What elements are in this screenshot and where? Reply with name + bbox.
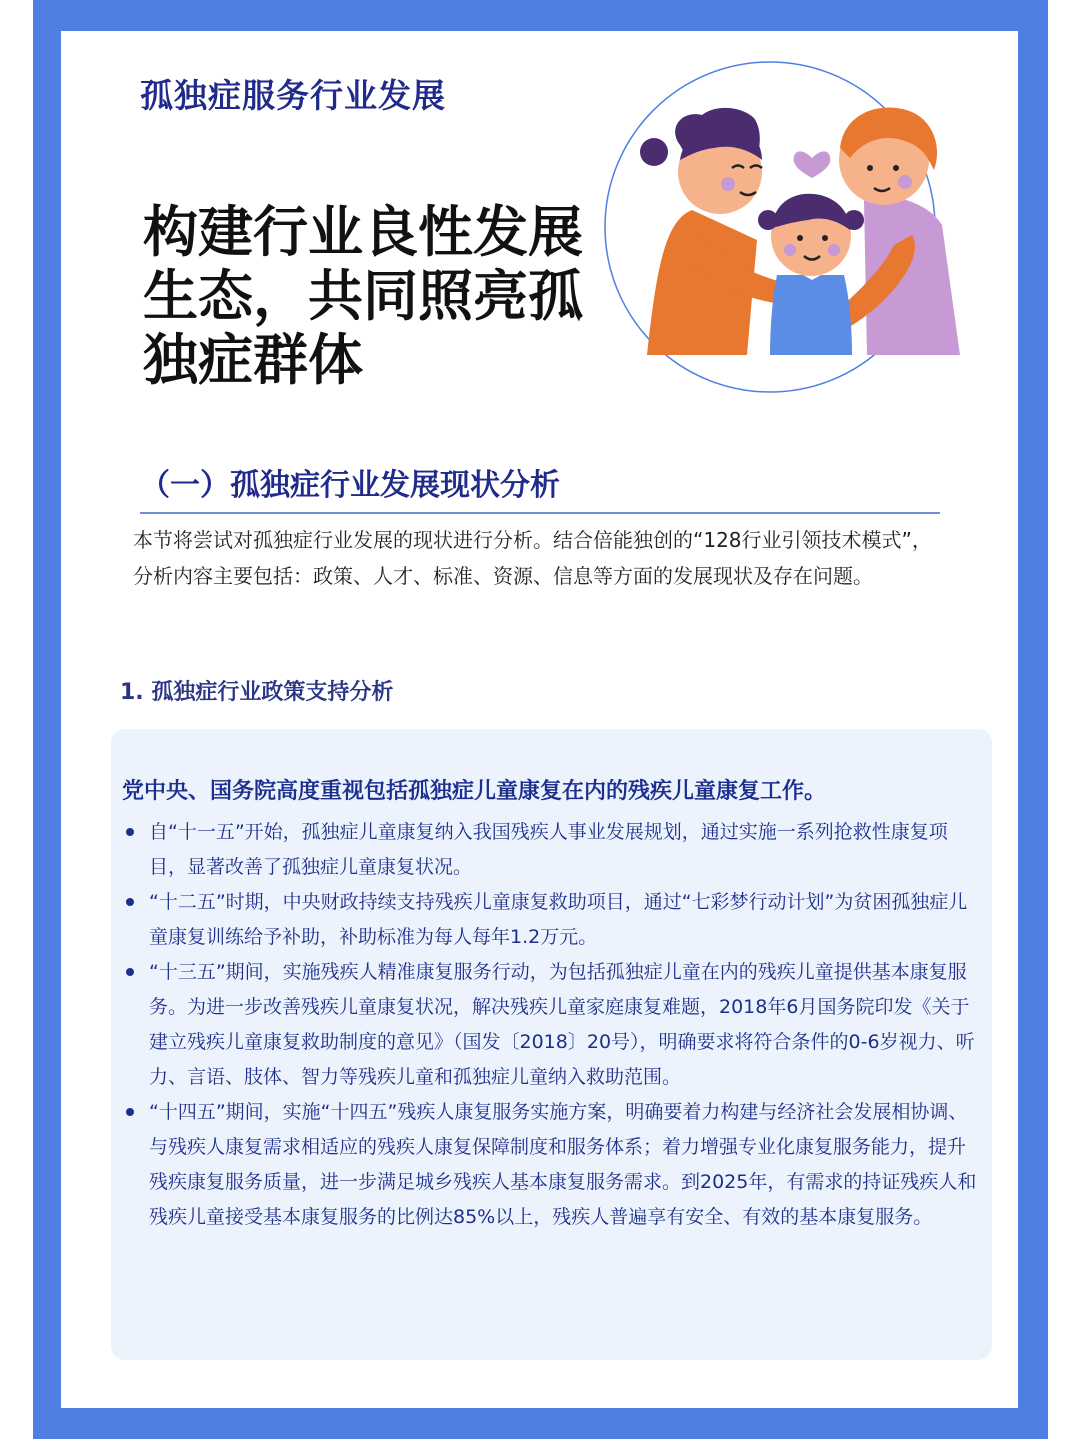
family-hug-illustration: [582, 60, 972, 395]
series-title: 孤独症服务行业发展: [140, 76, 446, 115]
policy-card-heading: 党中央、国务院高度重视包括孤独症儿童康复在内的残疾儿童康复工作。: [122, 779, 827, 804]
list-item: [122, 885, 984, 955]
policy-list: [122, 815, 984, 1235]
bullet-icon: [126, 828, 134, 836]
bullet-icon: [126, 898, 134, 906]
list-item-text: 自“十一五”开始，孤独症儿童康复纳入我国残疾人事业发展规划，通过实施一系列抢救性康复项目，显著改善了孤独症儿童康复状况。: [149, 821, 948, 878]
list-item: [122, 955, 984, 1095]
main-title: 构建行业良性发展生态，共同照亮孤独症群体: [143, 200, 584, 392]
subsection-heading: 1. 孤独症行业政策支持分析: [120, 680, 394, 705]
list-item-text: “十三五”期间，实施残疾人精准康复服务行动，为包括孤独症儿童在内的残疾儿童提供基本康复服务。为进一步改善残疾儿童康复状况，解决残疾儿童家庭康复难题，2018年6月国务院印发《关于建立残疾儿童康复救助制度的意见》（国发〔2018〕20号），明确要求将符合条件的0-6岁视力、听力、言语、肢体、智力等残疾儿童和孤独症儿童纳入救助范围。: [149, 961, 975, 1088]
list-item-text: “十二五”时期，中央财政持续支持残疾儿童康复救助项目，通过“七彩梦行动计划”为贫困孤独症儿童康复训练给予补助，补助标准为每人每年1.2万元。: [149, 891, 968, 948]
section-intro: 本节将尝试对孤独症行业发展的现状进行分析。结合倍能独创的“128行业引领技术模式”，分析内容主要包括：政策、人才、标准、资源、信息等方面的发展现状及存在问题。: [133, 528, 932, 588]
bullet-icon: [126, 1108, 134, 1116]
section-heading: （一）孤独症行业发展现状分析: [140, 468, 560, 503]
bullet-icon: [126, 968, 134, 976]
section-divider: [140, 512, 940, 514]
list-item: [122, 1095, 984, 1235]
list-item: [122, 815, 984, 885]
list-item-text: “十四五”期间，实施“十四五”残疾人康复服务实施方案，明确要着力构建与经济社会发展相协调、与残疾人康复需求相适应的残疾人康复保障制度和服务体系；着力增强专业化康复服务能力，提升残疾康复服务质量，进一步满足城乡残疾人基本康复服务需求。到2025年，有需求的持证残疾人和残疾儿童接受基本康复服务的比例达85%以上，残疾人普遍享有安全、有效的基本康复服务。: [149, 1101, 977, 1228]
